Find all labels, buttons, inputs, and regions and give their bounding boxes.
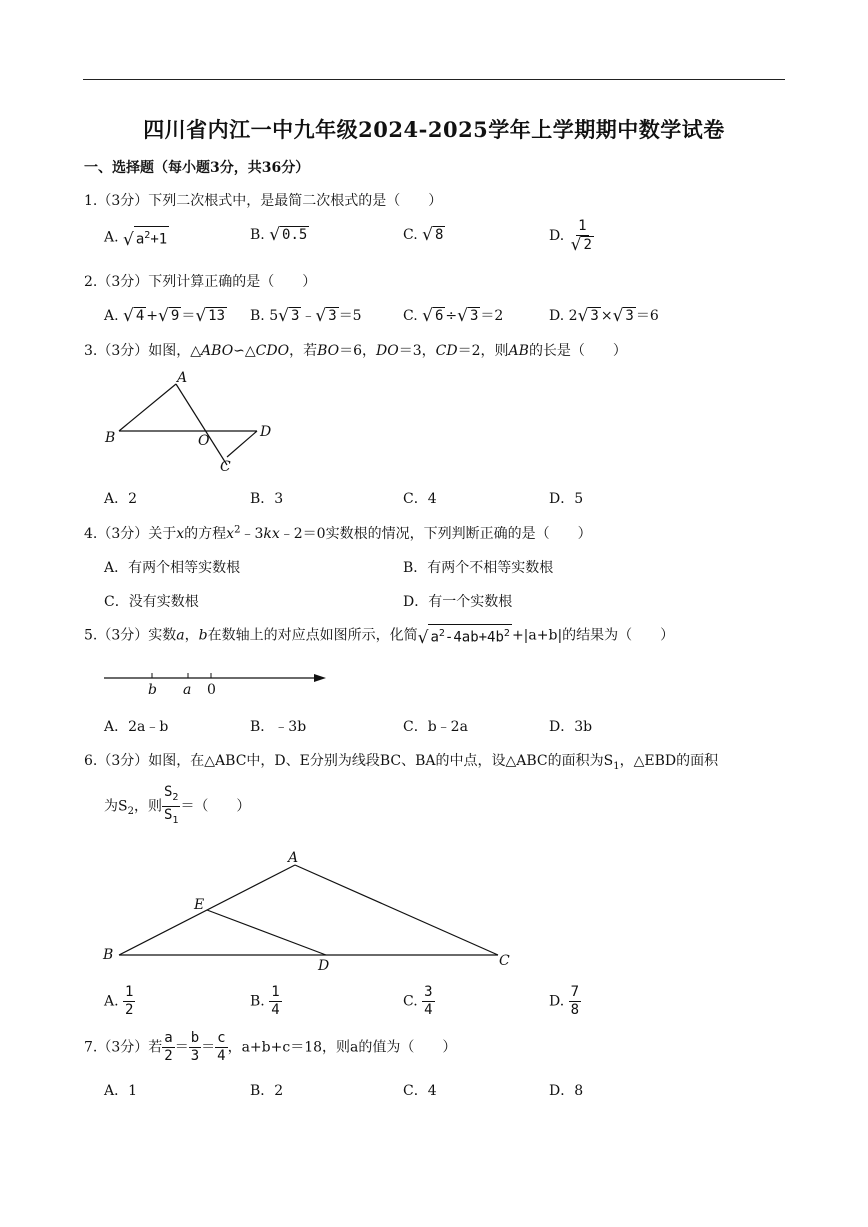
option-letter: B.: [250, 308, 265, 324]
denominator: 4: [217, 1048, 226, 1064]
variable: x: [226, 526, 235, 542]
stem-text: 的长是（ ）: [528, 343, 627, 359]
denominator: 2: [164, 1048, 173, 1064]
number-line-arrow: [314, 674, 326, 682]
operator: ÷: [445, 308, 458, 324]
stem-text: ＝3，: [398, 343, 436, 359]
label-b: B: [103, 947, 114, 963]
subscript: 1: [172, 814, 179, 826]
stem-text: ＝2，则: [457, 343, 509, 359]
triangle-name: CDO: [255, 343, 290, 359]
segment-ba: [119, 384, 176, 431]
stem-text: 5.（3分）实数: [84, 627, 177, 644]
segment-dc: [227, 431, 257, 457]
operator: ＝: [174, 1039, 189, 1056]
fraction: [162, 784, 180, 829]
segment-name: BO: [317, 343, 340, 359]
numerator: 7: [570, 984, 580, 1000]
label-d: D: [260, 424, 272, 440]
option-letter: D.: [549, 993, 565, 1010]
segment-ac: [176, 384, 227, 465]
radicand: 6: [434, 308, 444, 324]
q6-figure: [98, 845, 518, 975]
radical: √ 9: [158, 306, 180, 326]
section-heading: 一、选择题（每小题3分，共36分）: [84, 160, 310, 176]
operator: ﹣: [301, 308, 316, 324]
question-6-line1: [84, 750, 718, 772]
stem-text: ，a+b+c＝18，则a的值为（ ）: [227, 1039, 457, 1056]
q2-option-d: [549, 305, 659, 325]
q5-number-line: [100, 664, 332, 700]
fraction: [422, 984, 434, 1019]
radicand: 3: [328, 308, 337, 324]
q1-option-d: [549, 218, 596, 254]
q7-option-a: A．1: [104, 1083, 138, 1099]
radicand: 3: [590, 308, 599, 324]
q2-option-a: [104, 305, 227, 325]
q7-option-d: D．8: [549, 1083, 584, 1099]
result: ＝2: [480, 308, 504, 324]
question-6-line2: [104, 784, 250, 829]
operator: +: [146, 308, 159, 324]
radicand: a: [135, 231, 145, 248]
radicand: 0.5: [282, 227, 308, 243]
q3-option-d: D．5: [549, 491, 584, 507]
numerator: S: [163, 784, 173, 800]
segment-name: DO: [376, 343, 399, 359]
stem-text: ，若: [289, 343, 318, 359]
q4-option-a: A．有两个相等实数根: [104, 560, 241, 576]
option-letter: C.: [403, 993, 418, 1010]
q3-option-c: C．4: [403, 491, 437, 507]
stem-text: +|a+b|的结果为（ ）: [511, 627, 675, 644]
numerator: a: [164, 1030, 173, 1046]
q1-option-a: [104, 226, 169, 249]
label-a: A: [288, 850, 299, 866]
radical: √ 0.5: [269, 225, 308, 245]
q2-option-b: [250, 305, 362, 325]
q4-option-d: D．有一个实数根: [403, 594, 513, 610]
numerator: 3: [424, 984, 433, 1000]
fraction: [269, 984, 281, 1019]
stem-text: 4.（3分）关于: [84, 526, 177, 542]
stem-text: ，则: [133, 798, 162, 815]
denominator: S: [163, 806, 173, 823]
q4-option-b: B．有两个不相等实数根: [403, 560, 554, 576]
q5-option-d: D．3b: [549, 719, 593, 735]
numerator: b: [190, 1030, 200, 1046]
radical: √ 3: [457, 306, 479, 326]
option-letter: D.: [549, 308, 565, 324]
denominator: 8: [570, 1002, 580, 1018]
option-letter: C.: [403, 308, 418, 324]
q4-option-c: C．没有实数根: [104, 594, 199, 610]
radicand: 9: [170, 308, 180, 324]
stem-text: 7.（3分）若: [84, 1039, 163, 1056]
q2-option-c: [403, 305, 503, 325]
radical: √ $a^2-4ab+4b^2$: [418, 624, 512, 647]
operator: ＝: [181, 308, 196, 324]
variable: b: [198, 627, 208, 644]
radical: √ 3: [278, 306, 300, 326]
q6-option-d: [549, 984, 581, 1019]
radicand: a: [430, 629, 439, 646]
denominator: 3: [190, 1048, 200, 1064]
radicand-tail: +1: [150, 231, 168, 248]
stem-text: ＝（ ）: [180, 798, 251, 815]
numerator: 1: [578, 218, 587, 234]
q3-option-a: A．2: [104, 491, 138, 507]
numerator: 1: [271, 984, 280, 1000]
radical: √ 13: [195, 306, 226, 326]
fraction: [123, 984, 135, 1019]
stem-text: ，△EBD的面积: [619, 753, 719, 769]
q7-option-c: C．4: [403, 1083, 437, 1099]
option-letter: A.: [104, 993, 119, 1010]
radical: √ 4: [123, 306, 145, 326]
exponent: 2: [503, 628, 510, 639]
radicand: 3: [290, 308, 300, 324]
variable: kx: [263, 526, 280, 542]
option-letter: B.: [250, 993, 265, 1010]
radical: √ 6: [422, 306, 444, 326]
option-letter: A.: [104, 308, 119, 324]
label-b: b: [148, 682, 157, 698]
q7-option-b: B．2: [250, 1083, 284, 1099]
option-letter: A.: [104, 229, 119, 246]
numerator: 1: [125, 984, 134, 1000]
q6-option-a: [104, 984, 135, 1019]
q5-option-b: B．﹣3b: [250, 719, 307, 735]
segment-name: AB: [508, 343, 529, 359]
numerator: c: [217, 1030, 226, 1046]
q3-figure: [100, 368, 290, 478]
radicand: 8: [434, 227, 444, 243]
q1-option-b: [250, 226, 309, 244]
triangle-name: ABO: [201, 343, 234, 359]
stem-text: 为S: [104, 798, 128, 815]
stem-text: ﹣2＝0实数根的情况，下列判断正确的是（ ）: [279, 526, 592, 542]
operator: ×: [600, 308, 613, 324]
fraction: [569, 218, 596, 254]
option-letter: B.: [250, 227, 265, 243]
fraction: [189, 1030, 201, 1065]
radicand: 2: [583, 237, 592, 253]
radicand: -4ab+4: [444, 629, 496, 646]
segment-ed: [207, 910, 326, 955]
similar-symbol: ∽△: [233, 343, 256, 359]
variable: a: [176, 627, 185, 644]
exponent: 2: [234, 524, 241, 536]
label-e: E: [194, 897, 205, 913]
question-2-stem: 2.（3分）下列计算正确的是（ ）: [84, 274, 317, 290]
stem-text: 6.（3分）如图，在△ABC中，D、E分别为线段BC、BA的中点，设△ABC的面积为S: [84, 753, 614, 769]
option-letter: C.: [403, 227, 418, 243]
denominator: 4: [424, 1002, 433, 1018]
q6-option-b: [250, 984, 282, 1019]
radical: √ 8: [422, 225, 444, 245]
result: ＝5: [338, 308, 362, 324]
stem-text: 的方程: [184, 526, 227, 542]
q6-option-c: [403, 984, 435, 1019]
stem-text: 3.（3分）如图，△: [84, 343, 202, 359]
fraction: [162, 1030, 174, 1065]
radical: √ 3: [315, 306, 337, 326]
label-c: C: [499, 953, 510, 969]
q1-option-c: [403, 226, 445, 244]
question-1-stem: 1.（3分）下列二次根式中，是最简二次根式的是（ ）: [84, 193, 443, 209]
stem-text: ＝6，: [339, 343, 377, 359]
radicand: 3: [469, 308, 479, 324]
subscript: 1: [613, 760, 620, 772]
question-5-stem: [84, 624, 674, 647]
page-title: 四川省内江一中九年级2024-2025学年上学期期中数学试卷: [143, 117, 725, 142]
question-4-stem: [84, 523, 592, 543]
exponent: 2: [144, 230, 151, 241]
coefficient: 2: [568, 308, 578, 324]
stem-text: ﹣3: [240, 526, 264, 542]
variable: x: [176, 526, 185, 542]
radical: √ 2: [570, 235, 592, 255]
segment-ac: [295, 865, 498, 955]
radicand: 13: [208, 308, 226, 324]
radical: √ 3: [612, 306, 634, 326]
label-c: C: [220, 459, 231, 475]
fraction: [215, 1030, 227, 1065]
subscript: 2: [172, 791, 179, 803]
denominator: 2: [125, 1002, 134, 1018]
stem-text: 在数轴上的对应点如图所示，化简: [207, 627, 418, 644]
label-o: O: [198, 433, 210, 449]
exponent: 2: [438, 628, 445, 639]
radicand: 4: [135, 308, 145, 324]
q5-option-c: C．b﹣2a: [403, 719, 468, 735]
radical: √ $a^2+1$: [123, 226, 169, 249]
q5-option-a: A．2a﹣b: [104, 719, 169, 735]
radicand: b: [495, 629, 504, 646]
subscript: 2: [127, 806, 134, 818]
radical: √ 3: [577, 306, 599, 326]
label-zero: 0: [207, 682, 216, 698]
result: ＝6: [635, 308, 659, 324]
denominator: 4: [271, 1002, 280, 1018]
header-rule: [83, 79, 785, 80]
fraction: [569, 984, 581, 1019]
coefficient: 5: [269, 308, 279, 324]
q3-option-b: B．3: [250, 491, 284, 507]
label-a: A: [177, 370, 188, 386]
label-a: a: [183, 682, 192, 698]
stem-text: ，: [184, 627, 199, 644]
segment-name: CD: [435, 343, 458, 359]
question-3-stem: [84, 340, 627, 360]
radicand: 3: [625, 308, 634, 324]
question-7-stem: [84, 1030, 456, 1065]
operator: ＝: [201, 1039, 216, 1056]
label-d: D: [318, 958, 330, 974]
label-b: B: [105, 430, 116, 446]
option-letter: D.: [549, 228, 565, 244]
